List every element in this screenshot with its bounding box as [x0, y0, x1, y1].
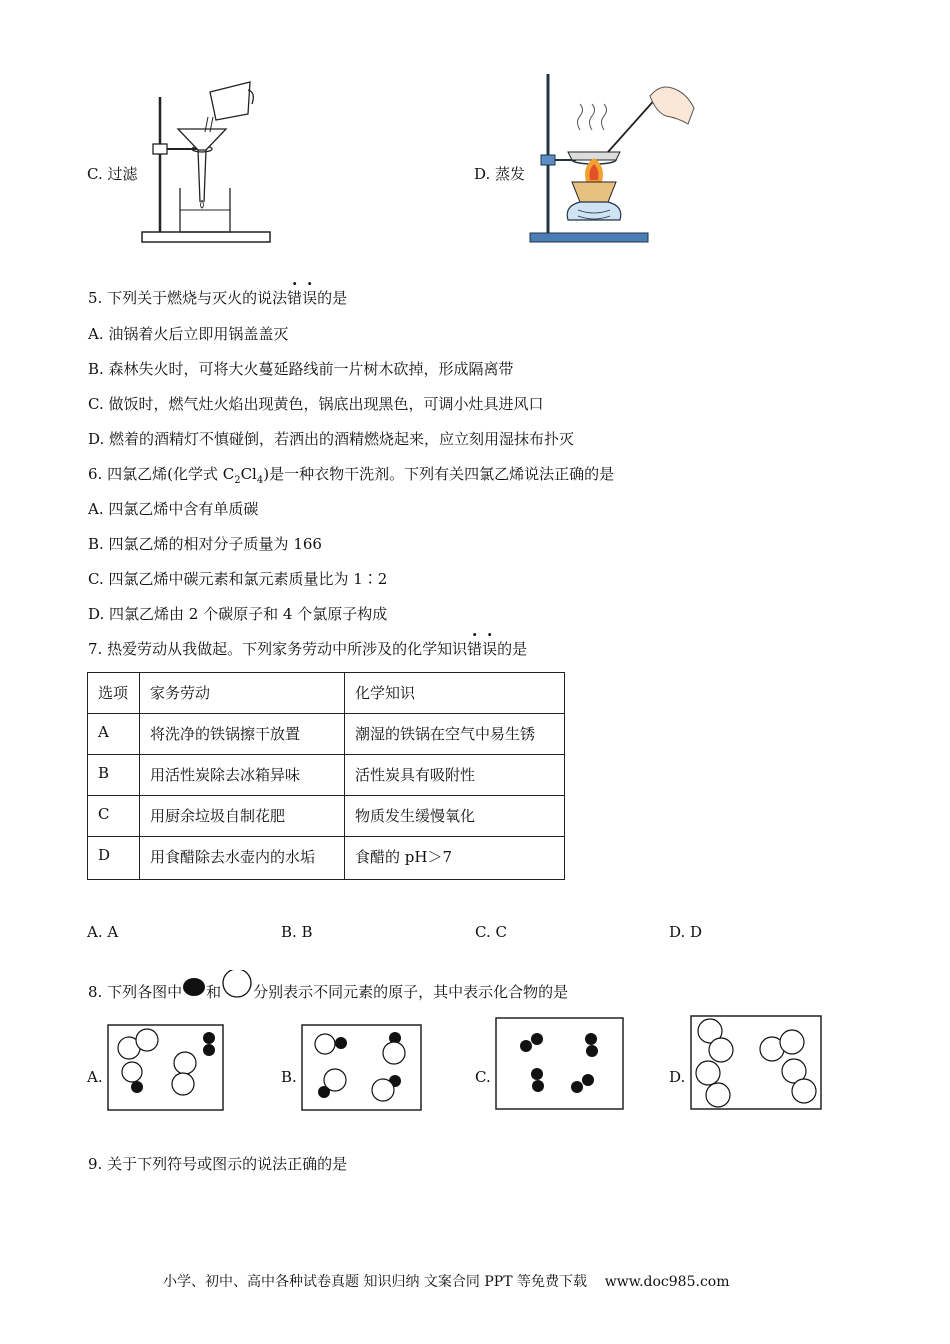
option-d: D. 蒸发	[474, 165, 526, 183]
q6-option-a: A. 四氯乙烯中含有单质碳	[88, 500, 259, 518]
emphasis-mark: 误	[302, 289, 318, 307]
emphasis-mark: 错	[467, 640, 483, 658]
table-cell: 用食醋除去水壶内的水垢	[140, 837, 345, 880]
q7-answer-a: A. A	[87, 923, 119, 941]
white-atom-icon	[221, 970, 253, 1000]
q5-option-a: A. 油锅着火后立即用锅盖盖灭	[88, 325, 289, 343]
table-row	[88, 714, 565, 755]
table-cell: 用厨余垃圾自制花肥	[140, 796, 345, 837]
table-cell: C	[88, 796, 140, 837]
table-header-cell: 选项	[88, 673, 140, 714]
q5-option-c: C. 做饭时，燃气灶火焰出现黄色，锅底出现黑色，可调小灶具进风口	[88, 395, 544, 413]
table-cell: D	[88, 837, 140, 880]
q7-answer-c: C. C	[475, 923, 507, 941]
q8-label-d: D.	[669, 1068, 686, 1086]
q5-option-b: B. 森林失火时，可将大火蔓延路线前一片树木砍掉，形成隔离带	[88, 360, 514, 378]
q6-option-d: D. 四氯乙烯由 2 个碳原子和 4 个氯原子构成	[88, 605, 388, 623]
table-header-cell: 化学知识	[345, 673, 565, 714]
table-header-cell: 家务劳动	[140, 673, 345, 714]
table-row	[88, 837, 565, 880]
molecule-box-c	[495, 1017, 625, 1111]
evaporation-apparatus	[528, 70, 698, 250]
table-cell: B	[88, 755, 140, 796]
q8-label-c: C.	[475, 1068, 491, 1086]
table-cell: 食醋的 pH＞7	[345, 837, 565, 880]
q7-table	[87, 672, 565, 880]
table-row	[88, 796, 565, 837]
table-cell: 物质发生缓慢氧化	[345, 796, 565, 837]
filtration-apparatus	[140, 72, 275, 247]
q7-answer-d: D. D	[669, 923, 703, 941]
q5-option-d: D. 燃着的酒精灯不慎碰倒，若洒出的酒精燃烧起来，应立刻用湿抹布扑灭	[88, 430, 575, 448]
q8-stem: 8. 下列各图中 和 分别表示不同元素的原子，其中表示化合物的是	[88, 970, 568, 1002]
q8-label-b: B.	[281, 1068, 297, 1086]
q9-stem: 9. 关于下列符号或图示的说法正确的是	[88, 1155, 348, 1173]
table-cell: 用活性炭除去冰箱异味	[140, 755, 345, 796]
emphasis-mark: 错	[287, 289, 303, 307]
q7-stem: 7. 热爱劳动从我做起。下列家务劳动中所涉及的化学知识错误的是	[88, 640, 528, 658]
table-cell: 活性炭具有吸附性	[345, 755, 565, 796]
emphasis-mark: 误	[482, 640, 498, 658]
q6-option-c: C. 四氯乙烯中碳元素和氯元素质量比为 1∶2	[88, 570, 388, 588]
q5-stem: 5. 下列关于燃烧与灭火的说法错误的是	[88, 289, 348, 307]
molecule-box-d	[690, 1015, 823, 1111]
q7-answer-b: B. B	[281, 923, 313, 941]
q6-stem: 6. 四氯乙烯(化学式 $C_2Cl_4$)是一种衣物干洗剂。下列有关四氯乙烯说法正确的是	[88, 465, 615, 486]
page-footer: 小学、初中、高中各种试卷真题 知识归纳 文案合同 PPT 等免费下载 www.doc985.com	[163, 1274, 730, 1290]
q8-label-a: A.	[87, 1068, 103, 1086]
q6-option-b: B. 四氯乙烯的相对分子质量为 166	[88, 535, 322, 553]
molecule-box-b	[301, 1024, 423, 1112]
table-header-row	[88, 673, 565, 714]
molecule-box-a	[107, 1024, 225, 1112]
table-cell: 将洗净的铁锅擦干放置	[140, 714, 345, 755]
table-row	[88, 755, 565, 796]
table-cell: A	[88, 714, 140, 755]
option-c: C. 过滤	[87, 165, 138, 183]
footer-link[interactable]: www.doc985.com	[604, 1274, 730, 1290]
table-cell: 潮湿的铁锅在空气中易生锈	[345, 714, 565, 755]
black-atom-icon	[182, 978, 206, 1000]
